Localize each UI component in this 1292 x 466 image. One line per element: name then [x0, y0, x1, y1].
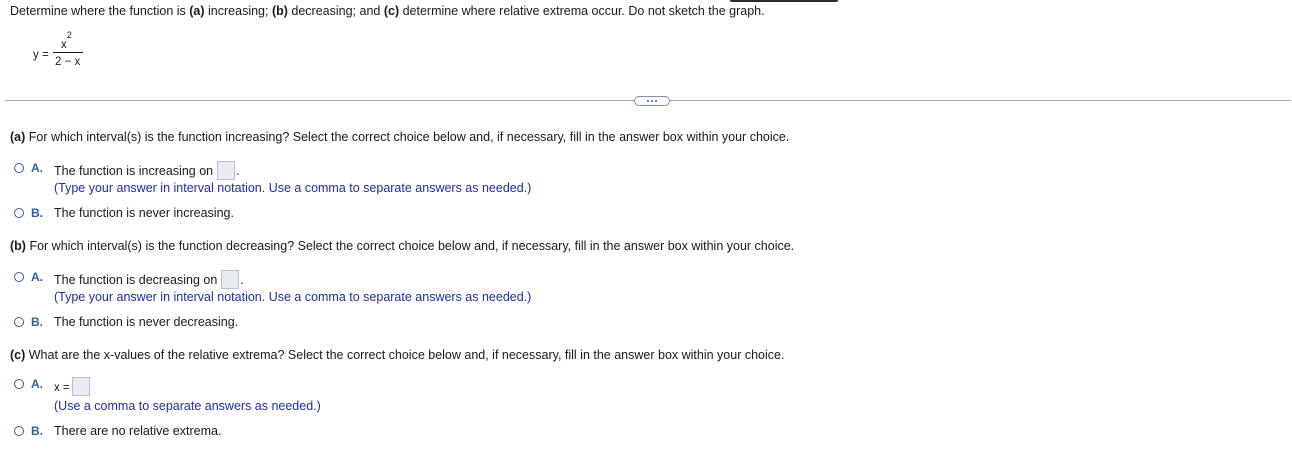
part-c-option-b-letter: B.: [31, 424, 43, 438]
part-a-option-a: [54, 162, 240, 181]
ellipsis-icon-dot: [651, 100, 653, 102]
prompt-tag-b: (b): [271, 4, 288, 18]
prompt-text-b: decreasing; and: [287, 4, 384, 18]
part-b-answer-box[interactable]: [221, 270, 239, 289]
part-c-question: What are the x-values of the relative extrema? Select the correct choice below and, if necessary, fill in the answer box within your choice.: [25, 348, 785, 362]
part-a-option-b-radio[interactable]: [14, 208, 24, 218]
part-c-hint: (Use a comma to separate answers as needed.): [54, 399, 321, 413]
fraction-bar: [53, 52, 83, 53]
equation-numerator: [61, 30, 72, 51]
part-a-option-b-text: The function is never increasing.: [54, 206, 234, 220]
prompt-text-a: increasing;: [204, 4, 272, 18]
equation-lhs: y =: [33, 49, 49, 61]
part-c-option-a: [54, 378, 90, 397]
part-a-question: For which interval(s) is the function increasing? Select the correct choice below and, if necessary, fill in the answer box within your choice.: [25, 130, 790, 144]
part-a-option-a-radio[interactable]: [14, 163, 24, 173]
numerator-base: x: [61, 38, 67, 51]
prompt-text: Determine where the function is: [10, 4, 190, 18]
part-b-option-a-radio[interactable]: [14, 272, 24, 282]
part-a-answer-box[interactable]: [217, 161, 235, 180]
part-c-option-a-text: x =: [54, 381, 70, 394]
part-b-option-b-text: The function is never decreasing.: [54, 315, 239, 329]
prompt-text-c: determine where relative extrema occur. Do not sketch the graph.: [399, 4, 765, 18]
part-b-hint: (Type your answer in interval notation. Use a comma to separate answers as needed.): [54, 290, 532, 304]
part-a-option-b-letter: B.: [31, 206, 43, 220]
question-part-b: [10, 239, 794, 253]
part-c-option-a-letter: A.: [31, 377, 43, 391]
part-c-option-b-radio[interactable]: [14, 426, 24, 436]
ellipsis-icon-dot: [655, 100, 657, 102]
part-b-tag: (b): [10, 239, 26, 253]
part-a-hint: (Type your answer in interval notation. Use a comma to separate answers as needed.): [54, 181, 532, 195]
part-b-question: For which interval(s) is the function decreasing? Select the correct choice below and, if necessary, fill in the answer box within your choice.: [25, 239, 795, 253]
numerator-exponent: 2: [66, 30, 72, 40]
problem-prompt: [10, 4, 765, 18]
part-b-period: .: [240, 272, 244, 287]
top-window-tab: [730, 0, 838, 2]
ellipsis-icon: [647, 100, 649, 102]
part-b-option-b-letter: B.: [31, 315, 43, 329]
more-options-button[interactable]: [634, 96, 670, 106]
function-equation: [33, 30, 93, 73]
part-a-option-a-text: The function is increasing on: [54, 163, 214, 178]
question-part-a: [10, 130, 789, 144]
part-b-option-a-text: The function is decreasing on: [54, 272, 218, 287]
prompt-tag-a: (a): [189, 4, 205, 18]
question-part-c: [10, 348, 784, 362]
equation-denominator: 2 − x: [55, 56, 81, 68]
part-b-option-b-radio[interactable]: [14, 317, 24, 327]
prompt-tag-c: (c): [383, 4, 400, 18]
part-c-option-b-text: There are no relative extrema.: [54, 424, 222, 438]
part-b-option-a: [54, 271, 244, 290]
part-a-period: .: [236, 163, 240, 178]
part-c-option-a-radio[interactable]: [14, 379, 24, 389]
part-c-tag: (c): [10, 348, 26, 362]
part-b-option-a-letter: A.: [31, 270, 43, 284]
part-a-tag: (a): [10, 130, 26, 144]
part-c-answer-box[interactable]: [72, 377, 90, 396]
part-a-option-a-letter: A.: [31, 161, 43, 175]
